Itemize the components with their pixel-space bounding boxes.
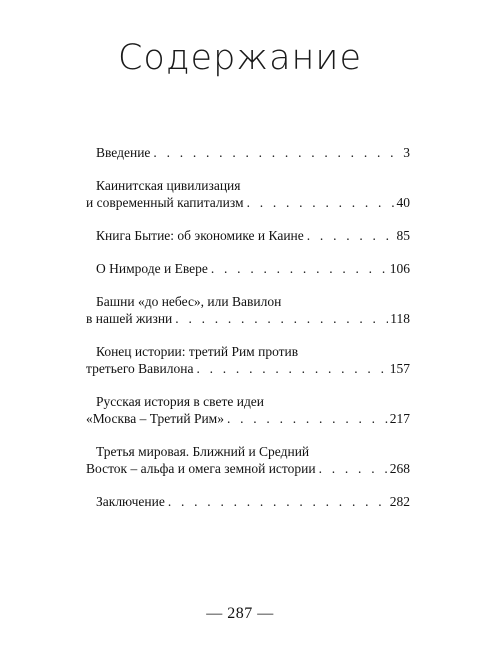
dot-leader xyxy=(227,410,388,427)
toc-entry xyxy=(86,177,410,211)
toc-page-number: 40 xyxy=(396,195,410,210)
toc-page-number: 3 xyxy=(403,145,410,160)
dot-leader xyxy=(211,260,388,277)
toc-entry-title: Каинитская цивилизация xyxy=(96,178,241,193)
toc-entry xyxy=(86,443,410,477)
toc-page-number: 217 xyxy=(389,411,410,426)
toc-entry-title: О Нимроде и Евере xyxy=(96,261,208,276)
page-number: — 287 — xyxy=(206,605,274,622)
toc-entry xyxy=(86,493,410,510)
toc-entry-title-cont: Восток – альфа и омега земной истории xyxy=(86,461,316,476)
toc-entry-title: Конец истории: третий Рим против xyxy=(96,344,299,359)
toc-page-number: 85 xyxy=(396,228,410,243)
dot-leader xyxy=(307,227,395,244)
toc-page-number: 106 xyxy=(389,261,410,276)
dot-leader xyxy=(319,460,388,477)
toc-entry xyxy=(86,144,410,161)
toc-entry-title-cont: третьего Вавилона xyxy=(86,361,194,376)
toc-entry-title-cont: в нашей жизни xyxy=(86,311,173,326)
toc-entry-title: Заключение xyxy=(96,494,165,509)
toc-entry-title: Третья мировая. Ближний и Средний xyxy=(96,444,310,459)
toc-entry xyxy=(86,343,410,377)
toc-entry-title: Русская история в свете идеи xyxy=(96,394,265,409)
toc-entry-title-cont: и современный капитализм xyxy=(86,195,244,210)
dot-leader xyxy=(247,194,395,211)
toc-page-number: 157 xyxy=(389,361,410,376)
toc-entry xyxy=(86,260,410,277)
toc-page-number: 282 xyxy=(389,494,410,509)
dot-leader xyxy=(175,310,388,327)
toc-entry-title: Книга Бытие: об экономике и Каине xyxy=(96,228,304,243)
table-of-contents xyxy=(86,144,410,526)
dot-leader xyxy=(168,493,388,510)
toc-entry xyxy=(86,393,410,427)
toc-entry-title: Введение xyxy=(96,145,151,160)
toc-entry-title: Башни «до небес», или Вавилон xyxy=(96,294,282,309)
toc-page-number: 118 xyxy=(390,311,410,326)
toc-entry xyxy=(86,293,410,327)
toc-entry-title-cont: «Москва – Третий Рим» xyxy=(86,411,224,426)
dot-leader xyxy=(196,360,387,377)
page-title: Содержание xyxy=(117,38,362,78)
toc-entry xyxy=(86,227,410,244)
dot-leader xyxy=(153,144,401,161)
toc-page-number: 268 xyxy=(389,461,410,476)
